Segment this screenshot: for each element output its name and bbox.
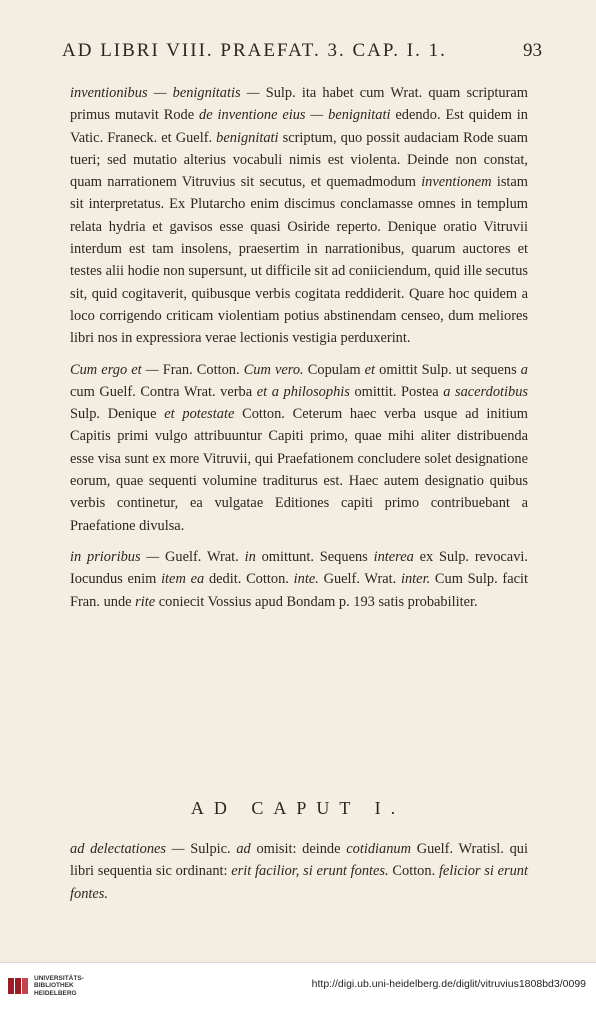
text-run: Sulp. Denique	[70, 406, 165, 423]
italic-text-run: inte.	[293, 571, 319, 588]
text-run: Copulam	[303, 361, 365, 378]
running-header	[62, 40, 542, 62]
paragraph	[70, 546, 528, 613]
text-run: scriptum, quo possit audaciam Rode suam tueri; sed mutatio alterius vocabuli nimis est violenta. Deinde non constat, quam narrationem Vitruvius sit secutus, et quemadmodum	[70, 129, 529, 191]
text-run: ex Sulp. revocavi. Iocundus enim	[70, 548, 528, 588]
text-run: Guelf. Wrat.	[318, 571, 401, 588]
text-run: Guelf. Wratisl. qui libri sequentia sic ordinant:	[70, 841, 529, 880]
italic-text-run: cotidianum	[346, 841, 411, 857]
italic-text-run: in prioribus —	[70, 548, 160, 565]
italic-text-run: et	[364, 361, 376, 378]
italic-text-run: Cum ergo et —	[70, 361, 159, 378]
italic-text-run: ad delectationes —	[70, 841, 185, 857]
italic-text-run: erit facilior, si erunt fontes.	[231, 863, 389, 880]
italic-text-run: ad	[236, 841, 251, 857]
page-number: 93	[523, 40, 542, 61]
italic-text-run: benignitati	[216, 129, 279, 146]
text-run: Guelf. Wrat.	[159, 548, 245, 565]
text-run: Cotton. Ceterum haec verba usque ad initium Capitis primi vulgo attribuuntur Capiti primo, quae mihi aliter distribuenda esse visa sunt ex more Vitruvii, qui Praefationem concludere solet designatione eorum, quae sequenti volumine traditurus est. Haec autem designatio quibus verbis continetur, ea vulgatae Editiones capiti primo contribuebant a Praefatione divulsa.	[70, 406, 528, 534]
italic-text-run: a	[520, 361, 528, 378]
text-run: Cum Sulp. facit Fran. unde	[70, 571, 528, 610]
text-run: omittit. Postea	[349, 383, 444, 400]
italic-text-run: rite	[135, 593, 156, 610]
italic-text-run: felicior si erunt fontes.	[70, 863, 528, 902]
text-run: coniecit Vossius apud Bondam p. 193 satis probabiliter.	[155, 593, 478, 610]
italic-text-run: Cum vero.	[243, 361, 304, 378]
text-run: omisit: deinde	[250, 841, 347, 857]
text-run: omittit Sulp. ut sequens	[375, 361, 521, 378]
italic-text-run: interea	[373, 548, 414, 565]
text-run: cum Guelf. Contra Wrat. verba	[70, 383, 257, 400]
section-title: AD CAPUT I.	[190, 798, 406, 818]
running-title: AD LIBRI VIII. PRAEFAT. 3. CAP. I. 1.	[62, 40, 447, 61]
italic-text-run: inter.	[400, 571, 431, 588]
paragraph	[70, 838, 528, 905]
library-logo-text: UNIVERSITÄTS- BIBLIOTHEK HEIDELBERG	[34, 974, 84, 997]
text-run: dedit. Cotton.	[204, 571, 294, 588]
paragraph	[70, 82, 528, 350]
text-run: Fran. Cotton.	[158, 361, 244, 378]
commentary-text	[70, 82, 528, 613]
italic-text-run: item ea	[161, 571, 205, 588]
library-logo-icon	[8, 976, 28, 996]
italic-text-run: in	[244, 548, 256, 565]
italic-text-run: et potestate	[164, 406, 235, 423]
library-footer	[0, 962, 596, 1009]
permalink-url[interactable]: http://digi.ub.uni-heidelberg.de/diglit/vitruvius1808bd3/0099	[311, 978, 586, 990]
paragraph	[70, 359, 528, 537]
italic-text-run: inventionem	[421, 174, 492, 191]
text-run: omittunt. Sequens	[255, 548, 374, 565]
text-run: Sulp. ita habet cum Wrat. quam scripturam primus mutavit Rode	[70, 85, 528, 124]
chapter-commentary-text	[70, 838, 528, 905]
italic-text-run: a sacerdotibus	[443, 383, 529, 400]
italic-text-run: et a philosophis	[256, 383, 350, 400]
text-run: Cotton.	[388, 863, 439, 880]
italic-text-run: inventionibus — benignitatis —	[70, 85, 260, 101]
text-run: istam sit interpretatus. Ex Plutarcho enim discimus conclamasse omnes in templum relata hydria et gavisos esse quasi Osiride reperto. Denique oratio Vitruvii interdum est tam insolens, praesertim in narrationibus, quarum auctores et testes alii hodie non supersunt, ut difficile sit ad coniiciendum, quid ille secutus sit, quid cogitaverit, quibusque verbis cogitata reddiderit. Quare hoc quidem a loco corrigendo criticam violentiam potius abstinendam censeo, dum meliores libri nos in expressiora verae lectionis vestigia perduxerint.	[70, 174, 528, 347]
text-run: edendo. Est quidem in Vatic. Franeck. et Guelf.	[70, 107, 528, 146]
italic-text-run: de inventione eius — benignitati	[199, 107, 391, 124]
text-run: Sulpic.	[184, 841, 237, 857]
